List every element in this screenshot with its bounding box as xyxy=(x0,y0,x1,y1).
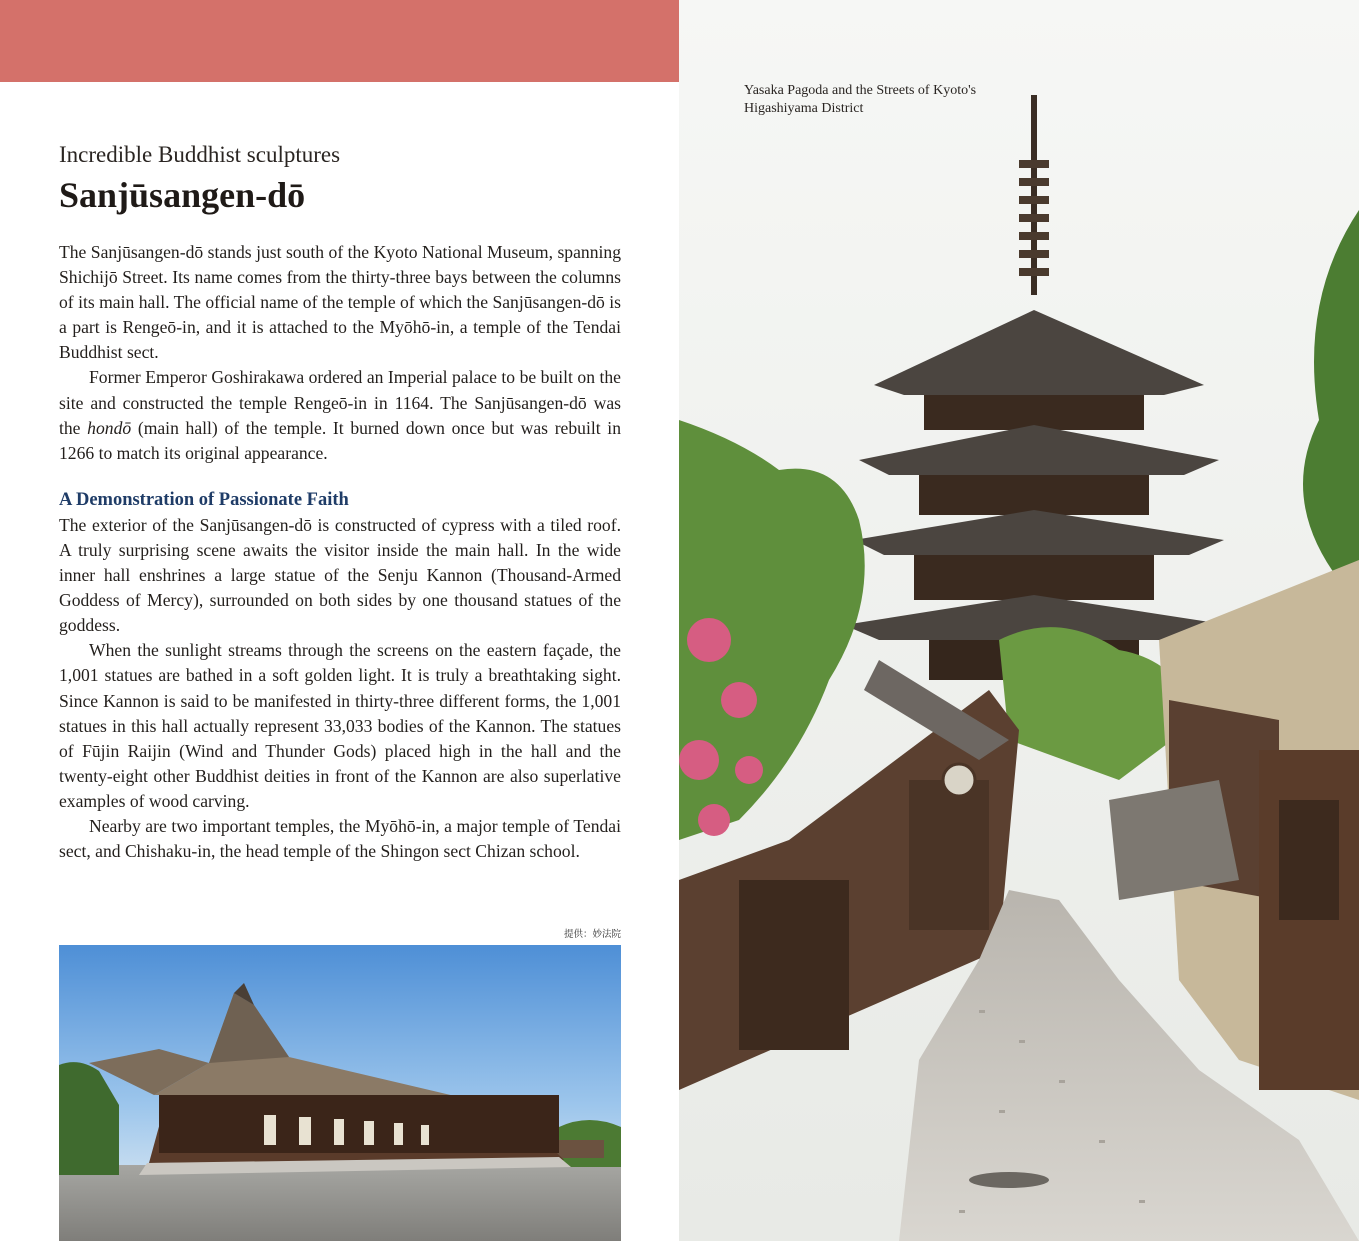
article-kicker: Incredible Buddhist sculptures xyxy=(59,142,341,167)
article-title: Sanjūsangen-dō xyxy=(59,175,306,215)
photo-credit: 提供：妙法院 xyxy=(563,929,621,940)
photo-caption: Yasaka Pagoda and the Streets of Kyoto's Higashiyama District xyxy=(744,83,977,116)
header-color-band xyxy=(0,0,679,82)
sanjusangendo-photo xyxy=(59,945,621,1241)
article-column xyxy=(59,140,621,864)
section-heading: A Demonstration of Passionate Faith xyxy=(59,489,349,510)
section-paragraph-3: Nearby are two important temples, the Myōhō-in, a major temple of Tendai sect, and Chishaku-in, the head temple of the Shingon sect Chizan school. xyxy=(59,815,621,862)
intro-paragraph-1: The Sanjūsangen-dō stands just south of the Kyoto National Museum, spanning Shichijō Street. Its name comes from the thirty-three bays between the columns of its main hall. The official name of the temple of which the Sanjūsangen-dō is a part is Rengeō-in, and it is attached to the Myōhō-in, a temple of the Tendai Buddhist sect. xyxy=(59,242,621,363)
section-paragraph-2: When the sunlight streams through the screens on the eastern façade, the 1,001 statues are bathed in a soft golden light. It is truly a breathtaking sight. Since Kannon is said to be manifested in thirty-three different forms, the 1,001 statues in this hall actually represent 33,033 bodies of the Kannon. The statues of Fūjin Raijin (Wind and Thunder Gods) placed high in the hall and the twenty-eight other Buddhist deities in front of the Kannon are also superlative examples of wood carving. xyxy=(59,640,621,811)
article-body xyxy=(59,240,621,864)
yasaka-pagoda-photo xyxy=(679,0,1359,1241)
section-paragraph-1: The exterior of the Sanjūsangen-dō is constructed of cypress with a tiled roof. A truly surprising scene awaits the visitor inside the main hall. In the wide inner hall enshrines a large statue of the Senju Kannon (Thousand-Armed Goddess of Mercy), surrounded on both sides by one thousand statues of the goddess. xyxy=(59,514,621,636)
intro-paragraph-2: Former Emperor Goshirakawa ordered an Imperial palace to be built on the site and constructed the temple Rengeō-in in 1164. The Sanjūsangen-dō was the hondō (main hall) of the temple. It burned down once but was rebuilt in 1266 to match its original appearance. xyxy=(59,367,621,463)
